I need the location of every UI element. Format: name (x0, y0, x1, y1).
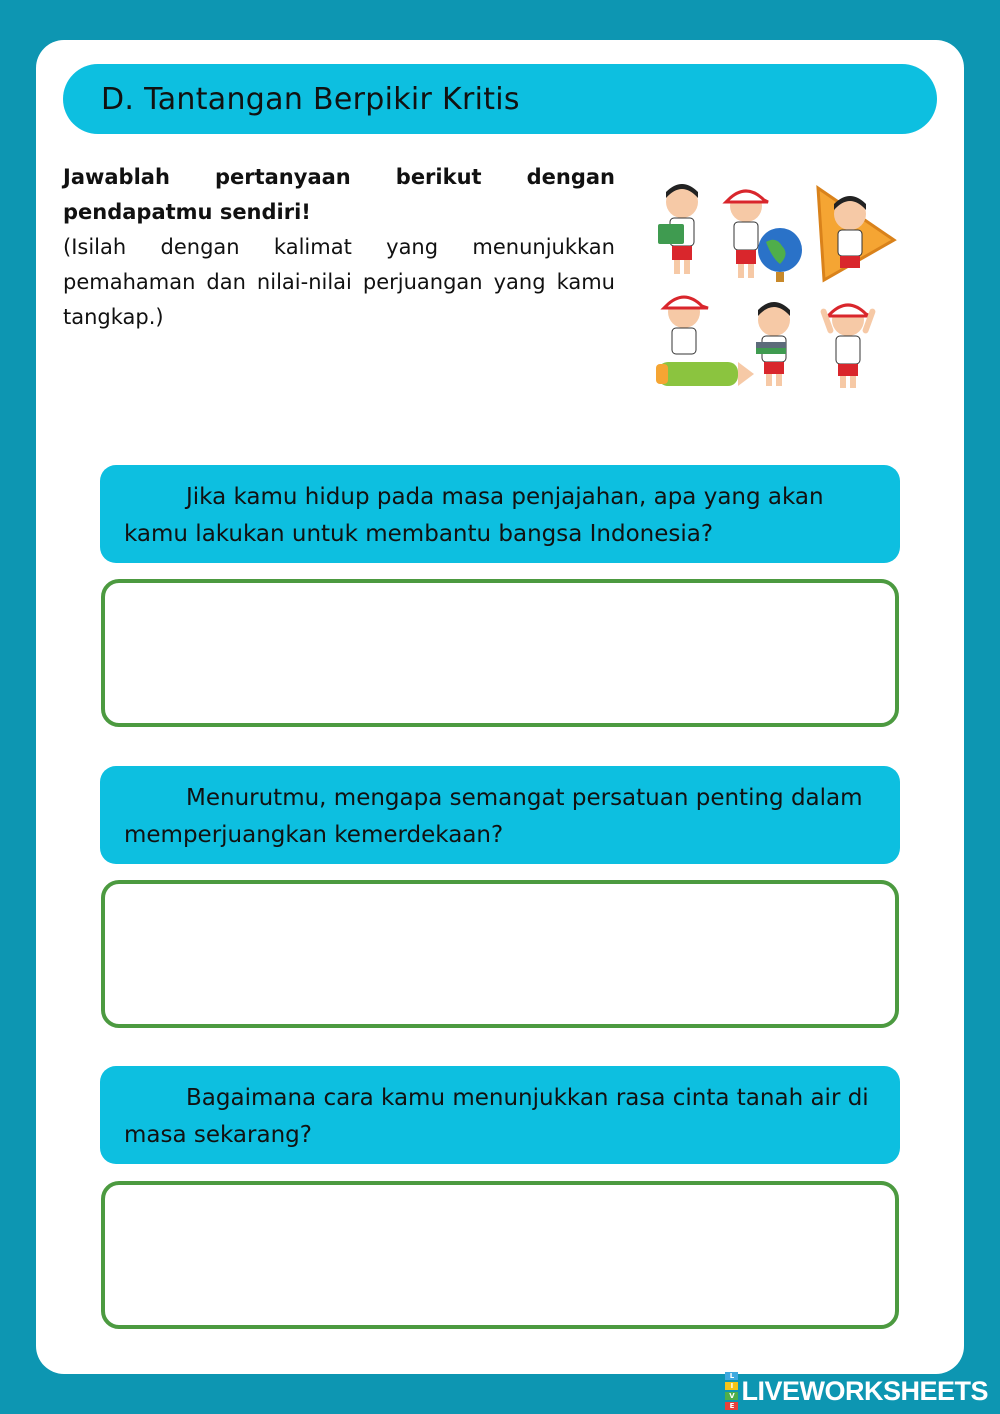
instructions-bold-line1: Jawablah pertanyaan berikut dengan (63, 165, 615, 189)
question-2-text: Menurutmu, mengapa semangat persatuan penting dalam memperjuangkan kemerdekaan? (124, 785, 863, 848)
answer-2-input[interactable] (101, 880, 899, 1028)
liveworksheets-logo-icon: L I V E (725, 1371, 738, 1411)
student-globe-icon (726, 190, 802, 282)
student-waving-icon (820, 304, 877, 388)
student-pencil-icon (656, 296, 754, 386)
instructions (63, 160, 615, 335)
question-3-box (100, 1066, 900, 1164)
section-title: D. Tantangan Berpikir Kritis (101, 81, 520, 117)
question-1-box (100, 465, 900, 563)
question-2-box (100, 766, 900, 864)
question-1-text: Jika kamu hidup pada masa penjajahan, apa yang akan kamu lakukan untuk membantu bangsa Indonesia? (124, 484, 824, 547)
student-books-icon (756, 302, 790, 386)
student-ruler-icon (818, 188, 894, 280)
question-3-text: Bagaimana cara kamu menunjukkan rasa cinta tanah air di masa sekarang? (124, 1085, 869, 1148)
instructions-bold-line2: pendapatmu sendiri! (63, 200, 311, 224)
student-reading-icon (658, 184, 698, 274)
instructions-bold (63, 160, 615, 230)
answer-1-input[interactable] (101, 579, 899, 727)
instructions-note: (Isilah dengan kalimat yang menunjukkan pemahaman dan nilai-nilai perjuangan yang kamu tangkap.) (63, 235, 615, 329)
liveworksheets-watermark (725, 1374, 988, 1408)
answer-3-input[interactable] (101, 1181, 899, 1329)
liveworksheets-brand: LIVEWORKSHEETS (741, 1375, 988, 1406)
section-title-bar (63, 64, 937, 134)
students-illustration (648, 180, 904, 396)
